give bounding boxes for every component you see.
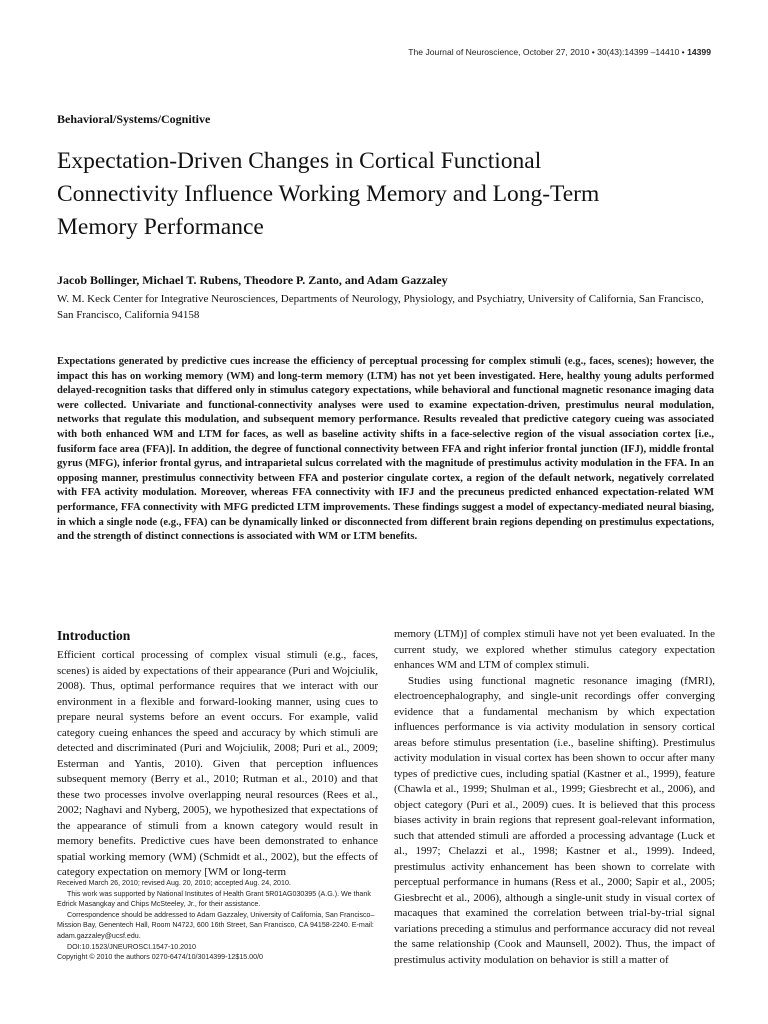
author-list: Jacob Bollinger, Michael T. Rubens, Theodore P. Zanto, and Adam Gazzaley	[57, 273, 448, 287]
article-title	[57, 145, 737, 244]
footnotes	[57, 878, 385, 963]
affiliation	[57, 292, 717, 323]
body-paragraph: memory (LTM)] of complex stimuli have not yet been evaluated. In the current study, we explored whether stimulus category expectation enhances WM and LTM of complex stimuli.	[394, 628, 715, 671]
footnote-correspondence: Correspondence should be addressed to Adam Gazzaley, University of California, San Francisco–Mission Bay, Genentech Hall, Room N472J, 600 16th Street, San Francisco, CA 94158-2240. E-mail: adam.gazzaley@ucsf.edu.	[57, 910, 375, 940]
introduction-heading: Introduction	[57, 628, 131, 643]
body-paragraph: Studies using functional magnetic resonance imaging (fMRI), electroencephalography, and single-unit recordings offer converging evidence that a fundamental mechanism by which expectation influences performance is via activity modulation in sensory cortical areas before stimulus presentation (i.e., baseline shifting). Prestimulus activity modulation in visual cortex has been shown to occur after many types of predictive cues, including spatial (Kastner et al., 1999), feature (Chawla et al., 1999; Shulman et al., 1999; Giesbrecht et al., 2006), and object category (Puri et al., 2009) cues. It is believed that this process biases activity in brain regions that represent goal-relevant information, such that attended stimuli are afforded a processing advantage (Luck et al., 1997; Chelazzi et al., 1998; Kastner et al., 1999). Indeed, prestimulus activity enhancement has been shown to correlate with perceptual performance in humans (Ress et al., 2000; Sapir et al., 2005; Giesbrecht et al., 2006), although a single-unit study in visual cortex of macaques that examined the correlation between trial-by-trial signal variations preceding a stimulus and performance accuracy did not reveal the same relationship (Cook and Maunsell, 2002). Thus, the impact of prestimulus activity modulation on behavior is still a matter of	[394, 674, 715, 966]
section-label: Behavioral/Systems/Cognitive	[57, 112, 211, 126]
affiliation-line: San Francisco, California 94158	[57, 308, 200, 321]
footnote-funding: This work was supported by National Institutes of Health Grant 5R01AG030395 (A.G.). We thank Edrick Masangkay and Chips McSteeley, Jr., for their assistance.	[57, 889, 371, 909]
title-line: Connectivity Influence Working Memory and Long-Term	[57, 181, 600, 207]
page-number: 14399	[687, 47, 711, 57]
running-head-text: The Journal of Neuroscience, October 27, 2010 • 30(43):14399 –14410 •	[408, 47, 685, 57]
title-line: Memory Performance	[57, 214, 264, 240]
footnote-doi: DOI:10.1523/JNEUROSCI.1547-10.2010	[67, 942, 196, 951]
footnote-received: Received March 26, 2010; revised Aug. 20, 2010; accepted Aug. 24, 2010.	[57, 879, 291, 887]
body-paragraph: Efficient cortical processing of complex visual stimuli (e.g., faces, scenes) is aided by expectations of their appearance (Puri and Wojciulik, 2008). Thus, optimal performance requires that we interact with our environment in a flexible and forward-looking manner, using cues to prepare neural systems before an event occurs. For example, valid category cueing enhances the speed and accuracy by which stimuli are detected and discriminated (Puri and Wojciulik, 2008; Puri et al., 2009; Esterman and Yantis, 2010). Given that perception influences subsequent memory (Berry et al., 2010; Rutman et al., 2010) and that these two processes involve overlapping neural resources (Rees et al., 2002; Naghavi and Nyberg, 2005), we hypothesized that expectations of the appearance of stimuli from a known category would result in memory benefits. Predictive cues have been demonstrated to enhance spatial working memory (WM) (Schmidt et al., 2002), but the effects of category expectation on memory [WM or long-term	[57, 649, 378, 878]
abstract: Expectations generated by predictive cues increase the efficiency of perceptual processing for complex stimuli (e.g., faces, scenes); however, the impact this has on working memory (WM) and long-term memory (LTM) has not yet been investigated. Here, healthy young adults performed delayed-recognition tasks that differed only in stimulus category expectations, while behavioral and functional magnetic resonance imaging data were collected. Univariate and functional-connectivity analyses were used to examine expectation-driven, prestimulus neural modulation, networks that regulate this modulation, and subsequent memory performance. Results revealed that predictive category cueing was associated with both enhanced WM and LTM for faces, as well as baseline activity shifts in a face-selective region of the visual association cortex [i.e., fusiform face area (FFA)]. In addition, the degree of functional connectivity between FFA and right inferior frontal junction (IFJ), middle frontal gyrus (MFG), inferior frontal gyrus, and intraparietal sulcus correlated with the magnitude of prestimulus activity modulation in the FFA. In an opposing manner, prestimulus connectivity between FFA and posterior cingulate cortex, a region of the default network, negatively correlated with FFA activity modulation. Moreover, whereas FFA connectivity with IFJ and the precuneus predicted enhanced expectation-related WM performance, FFA connectivity with MFG predicted LTM improvements. These findings suggest a model of expectancy-mediated neural biasing, in which a single node (e.g., FFA) can be dynamically linked or disconnected from different brain regions depending on prestimulus expectations, and the strength of distinct connections is associated with WM or LTM benefits.	[57, 356, 714, 543]
footnote-copyright: Copyright © 2010 the authors 0270-6474/10/3014399-12$15.00/0	[57, 953, 263, 962]
affiliation-line: W. M. Keck Center for Integrative Neurosciences, Departments of Neurology, Physiology, and Psychiatry, University of California, San Francisco,	[57, 293, 704, 305]
right-column	[394, 627, 715, 968]
title-line: Expectation-Driven Changes in Cortical Functional	[57, 148, 542, 174]
running-header	[291, 47, 711, 57]
left-column	[57, 627, 378, 881]
